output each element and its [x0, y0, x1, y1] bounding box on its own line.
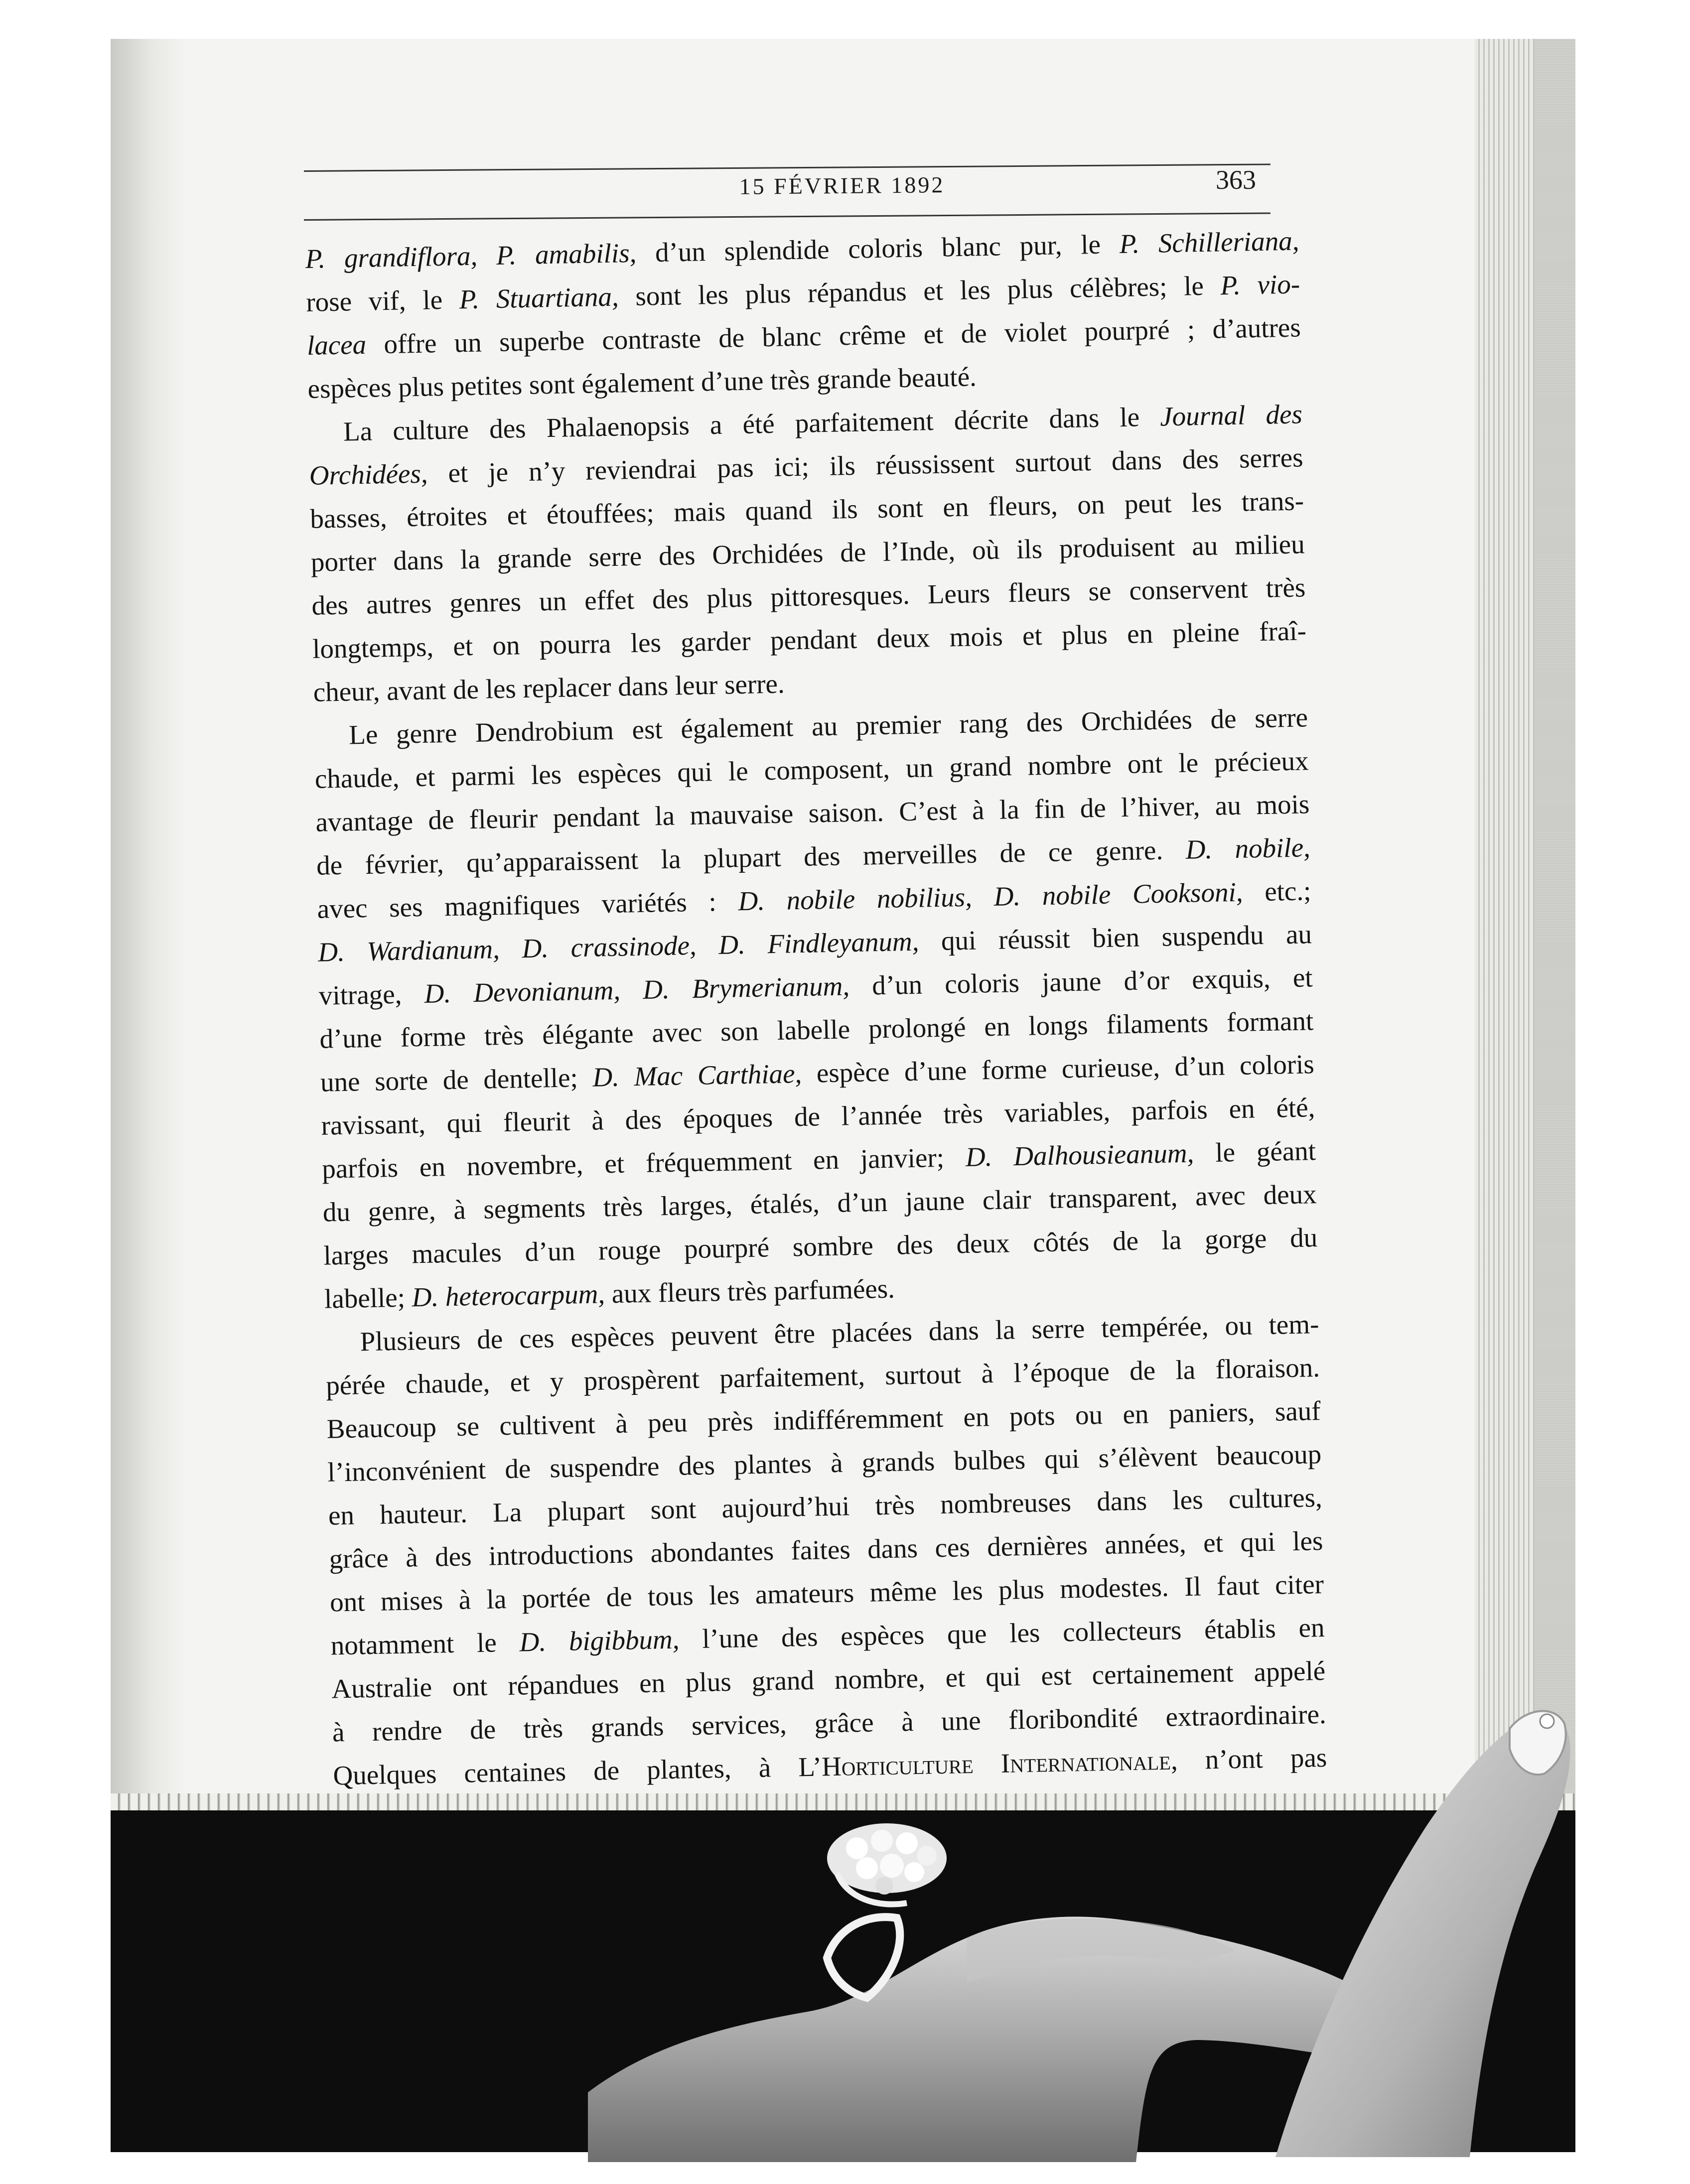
text-line: ravissant, qui fleurit à des époques de l’année très variables, parfois en été,	[321, 1092, 1315, 1141]
text-line: longtemps, et on pourra les garder pendant deux mois et plus en pleine fraî-	[312, 615, 1307, 664]
text-line: chaude, et parmi les espèces qui le composent, un grand nombre ont le précieux	[314, 745, 1309, 794]
text-line: à rendre de très grands services, grâce à une floribondité extraordinaire.	[332, 1698, 1327, 1748]
text-line: Orchidées, et je n’y reviendrai pas ici; ils réussissent surtout dans des serres	[309, 442, 1303, 491]
text-line: des autres genres un effet des plus pittoresques. Leurs fleurs se conservent très	[311, 572, 1306, 621]
text-line: d’une forme très élégante avec son labelle prolongé en longs filaments formant	[319, 1005, 1314, 1054]
text-line: en hauteur. La plupart sont aujourd’hui très nombreuses dans les cultures,	[328, 1482, 1323, 1531]
text-line: ont mises à la portée de tous les amateurs même les plus modestes. Il faut citer	[329, 1568, 1324, 1618]
text-line: Beaucoup se cultivent à peu près indifféremment en pots ou en paniers, sauf	[326, 1395, 1321, 1444]
text-line: de février, qu’apparaissent la plupart des merveilles de ce genre. D. nobile,	[316, 832, 1311, 881]
text-line: cheur, avant de les replacer dans leur serre.	[313, 668, 785, 707]
text-line: notamment le D. bigibbum, l’une des espèces que les collecteurs établis en	[330, 1612, 1325, 1661]
text-line: La culture des Phalaenopsis a été parfaitement décrite dans le Journal des	[343, 399, 1303, 447]
text-line: rose vif, le P. Stuartiana, sont les plus répandus et les plus célèbres; le P. vio-	[305, 269, 1300, 317]
text-line: une sorte de dentelle; D. Mac Carthiae, espèce d’une forme curieuse, d’un coloris	[320, 1049, 1315, 1097]
book-gutter-shadow	[111, 39, 185, 1801]
text-line: lacea offre un superbe contraste de blanc crême et de violet pourpré ; d’autres	[306, 312, 1301, 361]
book-cover-edge	[1535, 39, 1575, 1801]
diamond-cluster-icon	[827, 1823, 947, 1905]
text-line: parfois en novembre, et fréquemment en janvier; D. Dalhousieanum, le géant	[321, 1135, 1316, 1184]
text-line: du genre, à segments très larges, étalés, d’un jaune clair transparent, avec deux	[322, 1179, 1317, 1228]
text-line: avantage de fleurir pendant la mauvaise saison. C’est à la fin de l’hiver, au mois	[315, 789, 1310, 837]
text-line: espèces plus petites sont également d’une très grande beauté.	[307, 361, 977, 404]
text-line: basses, étroites et étouffées; mais quand ils sont en fleurs, on peut les trans-	[309, 485, 1304, 534]
page-number: 363	[1216, 165, 1256, 195]
text-line: avec ses magnifiques variétés : D. nobile nobilius, D. nobile Cooksoni, etc.;	[317, 875, 1311, 924]
text-line: Le genre Dendrobium est également au premier rang des Orchidées de serre	[348, 702, 1308, 750]
text-line: pérée chaude, et y prospèrent parfaitement, surtout à l’époque de la floraison.	[325, 1352, 1320, 1401]
text-line: vitrage, D. Devonianum, D. Brymerianum, d’un coloris jaune d’or exquis, et	[318, 962, 1313, 1011]
running-head: 15 FÉVRIER 1892	[739, 172, 945, 199]
text-line: grâce à des introductions abondantes faites dans ces dernières années, et qui les	[329, 1525, 1323, 1574]
text-line: porter dans la grande serre des Orchidées de l’Inde, où ils produisent au milieu	[310, 529, 1305, 577]
text-line: P. grandiflora, P. amabilis, d’un splendide coloris blanc pur, le P. Schilleriana,	[305, 225, 1300, 274]
text-line: Australie ont répandues en plus grand nombre, et qui est certainement appelé	[331, 1655, 1326, 1704]
text-line: Quelques centaines de plantes, à L’Horticulture Internationale, n’ont pas	[333, 1742, 1327, 1791]
article-body	[305, 219, 1327, 1797]
text-line: labelle; D. heterocarpum, aux fleurs très parfumées.	[324, 1273, 895, 1314]
text-line: larges macules d’un rouge pourpré sombre des deux côtés de la gorge du	[323, 1222, 1318, 1271]
text-line: Plusieurs de ces espèces peuvent être placées dans la serre tempérée, ou tem-	[360, 1309, 1319, 1357]
text-line: l’inconvénient de suspendre des plantes à grands bulbes qui s’élèvent beaucoup	[327, 1439, 1322, 1488]
text-line: D. Wardianum, D. crassinode, D. Findleyanum, qui réussit bien suspendu au	[317, 919, 1312, 967]
